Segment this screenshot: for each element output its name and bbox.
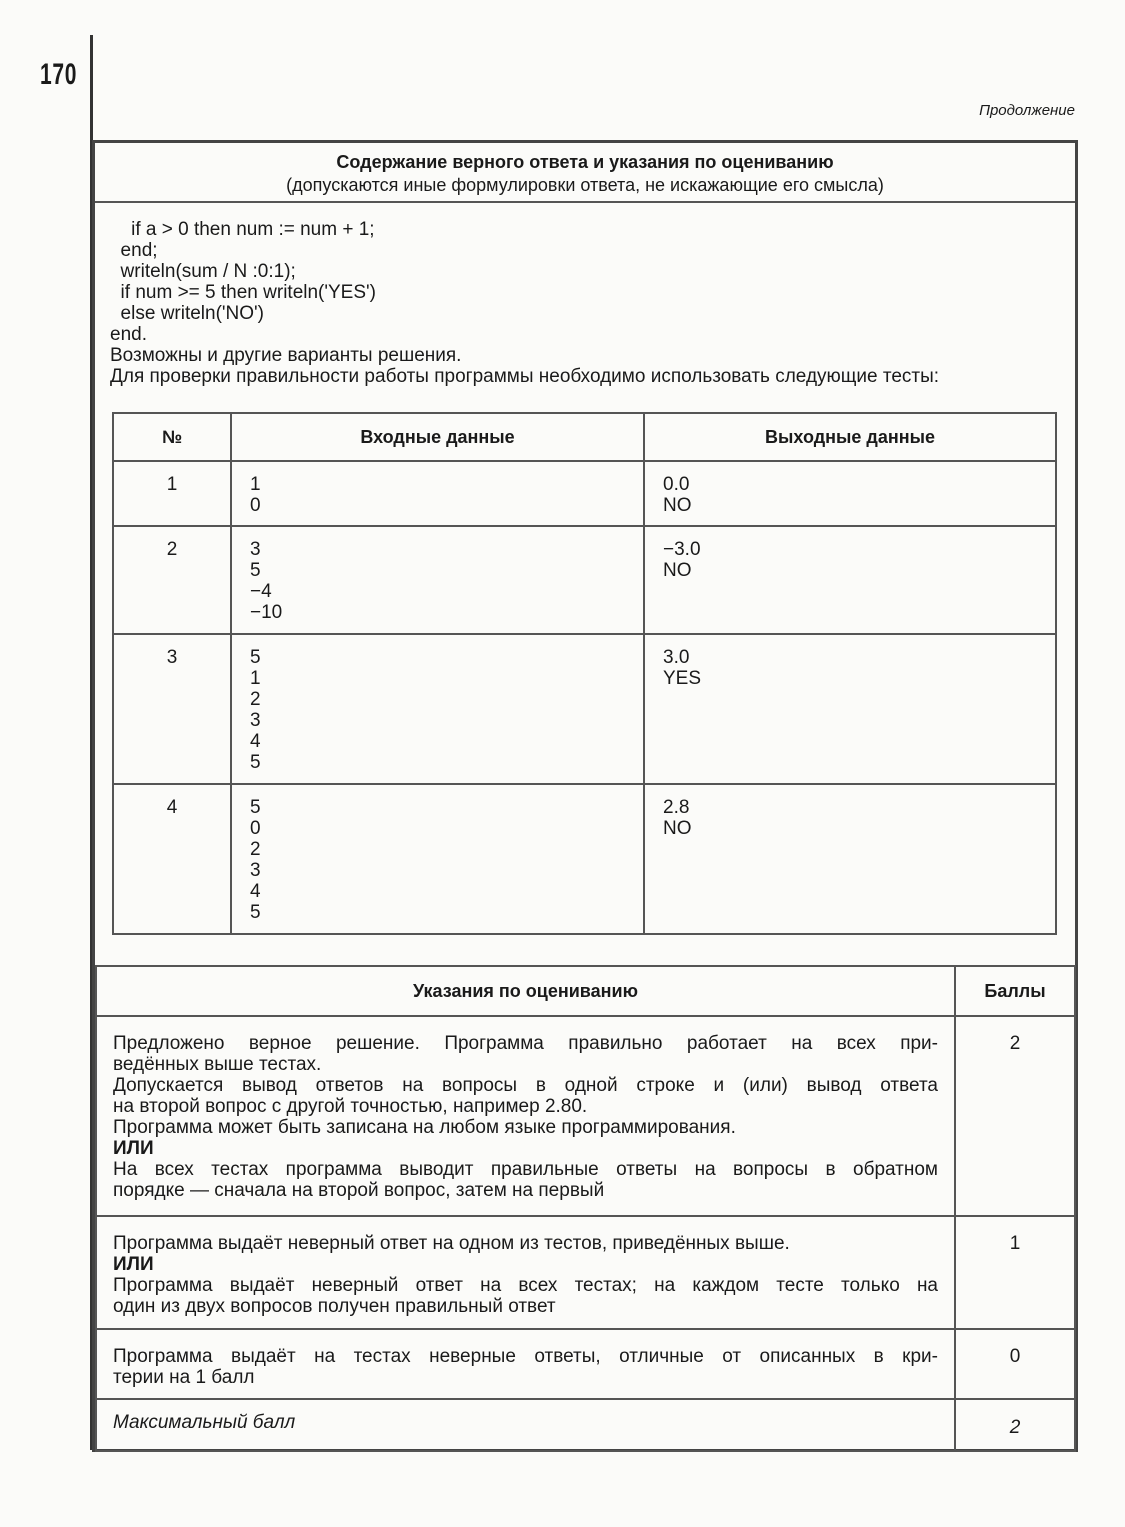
code-block [110, 219, 376, 345]
criteria-text [96, 1016, 955, 1216]
table-row [113, 634, 1056, 784]
score: 1 [955, 1216, 1075, 1329]
criteria-text [96, 1329, 955, 1399]
criteria-row [96, 1329, 1075, 1399]
criteria-line: Предложено верное решение. Программа правильно работает на всех при- [113, 1033, 938, 1054]
test-input: 3 5 −4 −10 [231, 526, 644, 634]
table-row [113, 526, 1056, 634]
col-output: Выходные данные [644, 413, 1056, 461]
criteria-line: На всех тестах программа выводит правильные ответы на вопросы в обратном [113, 1159, 938, 1180]
criteria-row [96, 1216, 1075, 1329]
criteria-text [96, 1216, 955, 1329]
criteria-line: один из двух вопросов получен правильный ответ [113, 1296, 556, 1317]
criteria-line: терии на 1 балл [113, 1367, 255, 1388]
score: 0 [955, 1329, 1075, 1399]
page-number: 170 [40, 58, 78, 91]
criteria-row [96, 1016, 1075, 1216]
criteria-line: Допускается вывод ответов на вопросы в одной строке и (или) вывод ответа [113, 1075, 938, 1096]
criteria-table [95, 965, 1076, 1452]
code-line: else writeln('NO') [110, 303, 265, 324]
code-line: if num >= 5 then writeln('YES') [110, 282, 376, 303]
code-line: writeln(sum / N :0:1); [110, 261, 296, 282]
code-line: if a > 0 then num := num + 1; [110, 219, 375, 240]
test-input: 1 0 [231, 461, 644, 526]
test-input: 5 1 2 3 4 5 [231, 634, 644, 784]
table-row [113, 461, 1056, 526]
continuation-label: Продолжение [979, 102, 1075, 119]
header-title: Содержание верного ответа и указания по оцениванию [336, 152, 834, 172]
max-label: Максимальный балл [96, 1399, 955, 1451]
criteria-line: Программа выдаёт неверный ответ на одном из тестов, приведённых выше. [113, 1233, 790, 1254]
notes [110, 345, 939, 387]
criteria-line: Программа может быть записана на любом языке программирования. [113, 1117, 736, 1138]
test-number: 3 [113, 634, 231, 784]
header-subtitle: (допускаются иные формулировки ответа, не искажающие его смысла) [286, 175, 884, 195]
criteria-line: на второй вопрос с другой точностью, например 2.80. [113, 1096, 588, 1117]
or-separator: ИЛИ [113, 1138, 154, 1159]
criteria-line: ведённых выше тестах. [113, 1054, 322, 1075]
test-number: 4 [113, 784, 231, 934]
score: 2 [955, 1016, 1075, 1216]
col-criteria: Указания по оцениванию [96, 966, 955, 1016]
max-score: 2 [955, 1399, 1075, 1451]
note-line: Для проверки правильности работы программы необходимо использовать следующие тесты: [110, 366, 940, 387]
code-line: end; [110, 240, 158, 261]
col-score: Баллы [955, 966, 1075, 1016]
test-number: 1 [113, 461, 231, 526]
answer-header [95, 143, 1075, 203]
test-output: −3.0 NO [644, 526, 1056, 634]
test-input: 5 0 2 3 4 5 [231, 784, 644, 934]
criteria-line: Программа выдаёт неверный ответ на всех тестах; на каждом тесте только на [113, 1275, 938, 1296]
test-output: 0.0 NO [644, 461, 1056, 526]
tests-table [112, 412, 1057, 935]
criteria-line: Программа выдаёт на тестах неверные ответы, отличные от описанных в кри- [113, 1346, 938, 1367]
table-row [113, 784, 1056, 934]
col-number: № [113, 413, 231, 461]
test-number: 2 [113, 526, 231, 634]
code-line: end. [110, 324, 147, 345]
test-output: 3.0 YES [644, 634, 1056, 784]
max-row [96, 1399, 1075, 1451]
criteria-line: порядке — сначала на второй вопрос, затем на первый [113, 1180, 605, 1201]
col-input: Входные данные [231, 413, 644, 461]
or-separator: ИЛИ [113, 1254, 154, 1275]
test-output: 2.8 NO [644, 784, 1056, 934]
note-line: Возможны и другие варианты решения. [110, 345, 462, 366]
